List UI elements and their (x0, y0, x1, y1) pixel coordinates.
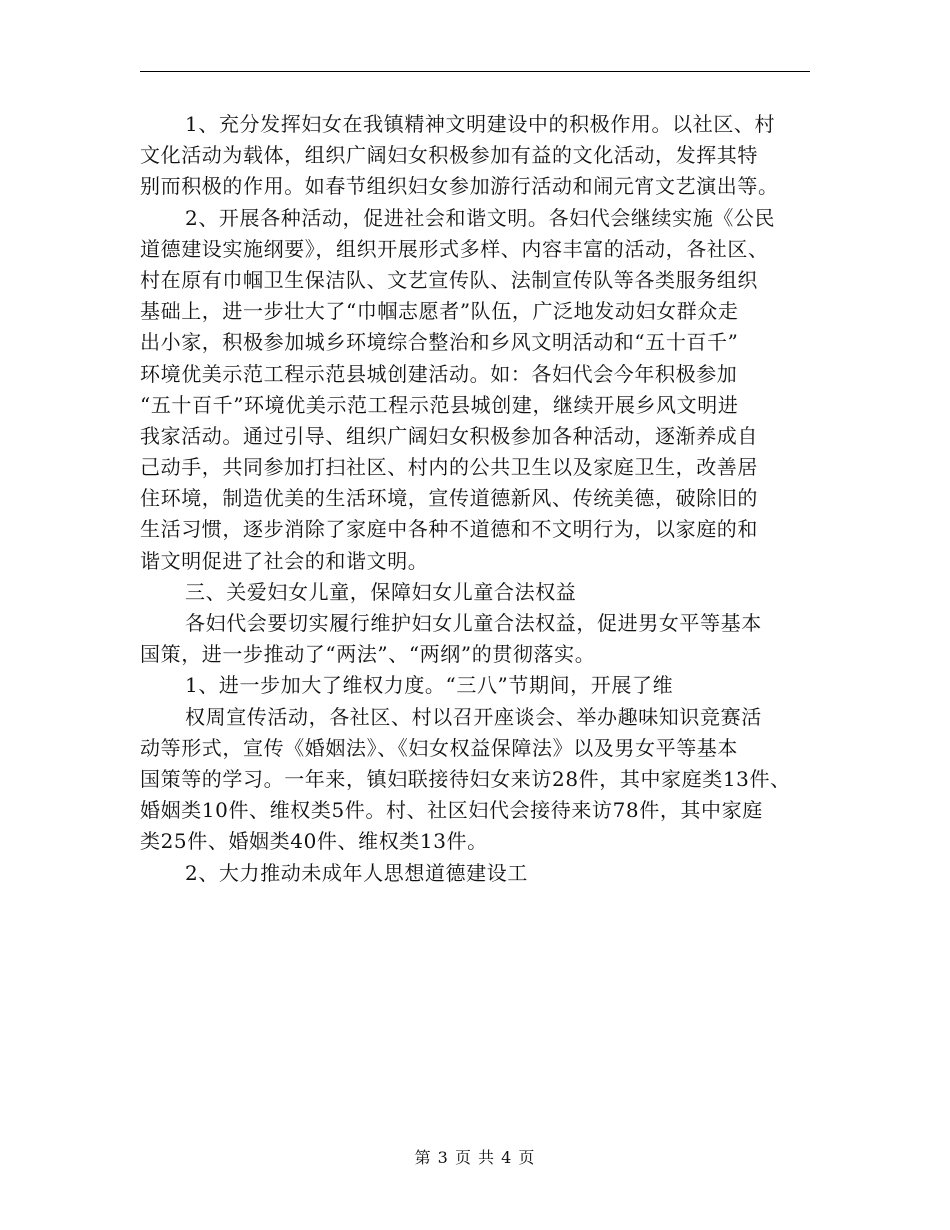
paragraph-line: 道德建设实施纲要》，组织开展形式多样、内容丰富的活动，各社区、 (140, 236, 769, 261)
paragraph-line: 出小家，积极参加城乡环境综合整治和乡风文明活动和“五十百千” (140, 330, 739, 355)
paragraph-line: 谐文明促进了社会的和谐文明。 (140, 548, 429, 573)
paragraph-line: 住环境，制造优美的生活环境，宣传道德新风、传统美德，破除旧的 (140, 486, 758, 511)
section-heading: 三、关爱妇女儿童，保障妇女儿童合法权益 (185, 579, 577, 604)
paragraph-line: 2、大力推动未成年人思想道德建设工 (185, 860, 528, 885)
paragraph-line: 权周宣传活动，各社区、村以召开座谈会、举办趣味知识竞赛活 (185, 704, 762, 729)
paragraph-line: 别而积极的作用。如春节组织妇女参加游行活动和闹元宵文艺演出等。 (140, 174, 779, 199)
paragraph-line: 文化活动为载体，组织广阔妇女积极参加有益的文化活动，发挥其特 (140, 143, 758, 168)
paragraph-line: 国策，进一步推动了“两法”、“两纲”的贯彻落实。 (140, 642, 596, 667)
paragraph-line: 1、进一步加大了维权力度。“三八”节期间，开展了维 (185, 673, 674, 698)
paragraph-line: 2、开展各种活动，促进社会和谐文明。各妇代会继续实施《公民 (185, 205, 776, 230)
paragraph-line: 国策等的学习。一年来，镇妇联接待妇女来访28件，其中家庭类13件、 (140, 766, 791, 791)
paragraph-line: 各妇代会要切实履行维护妇女儿童合法权益，促进男女平等基本 (185, 611, 762, 635)
paragraph-line: 己动手，共同参加打扫社区、村内的公共卫生以及家庭卫生，改善居 (140, 455, 758, 480)
paragraph-line: 婚姻类10件、维权类5件。村、社区妇代会接待来访78件，其中家庭 (140, 798, 763, 823)
header-rule (140, 71, 810, 72)
paragraph-line: 生活习惯，逐步消除了家庭中各种不道德和不文明行为，以家庭的和 (140, 517, 758, 542)
paragraph-line: 1、充分发挥妇女在我镇精神文明建设中的积极作用。以社区、村 (185, 112, 776, 136)
paragraph-line: “五十百千”环境优美示范工程示范县城创建，继续开展乡风文明进 (140, 392, 739, 417)
paragraph-line: 我家活动。通过引导、组织广阔妇女积极参加各种活动，逐渐养成自 (140, 423, 758, 448)
document-body (140, 109, 840, 889)
page-number-footer: 第 3 页 共 4 页 (414, 1148, 536, 1167)
paragraph-line: 基础上，进一步壮大了“巾帼志愿者”队伍，广泛地发动妇女群众走 (140, 299, 739, 324)
paragraph-line: 环境优美示范工程示范县城创建活动。如：各妇代会今年积极参加 (140, 361, 738, 386)
paragraph-line: 村在原有巾帼卫生保洁队、文艺宣传队、法制宣传队等各类服务组织 (140, 267, 758, 292)
paragraph-line: 动等形式，宣传《婚姻法》、《妇女权益保障法》以及男女平等基本 (140, 735, 738, 760)
paragraph-line: 类25件、婚姻类40件、维权类13件。 (140, 829, 488, 854)
